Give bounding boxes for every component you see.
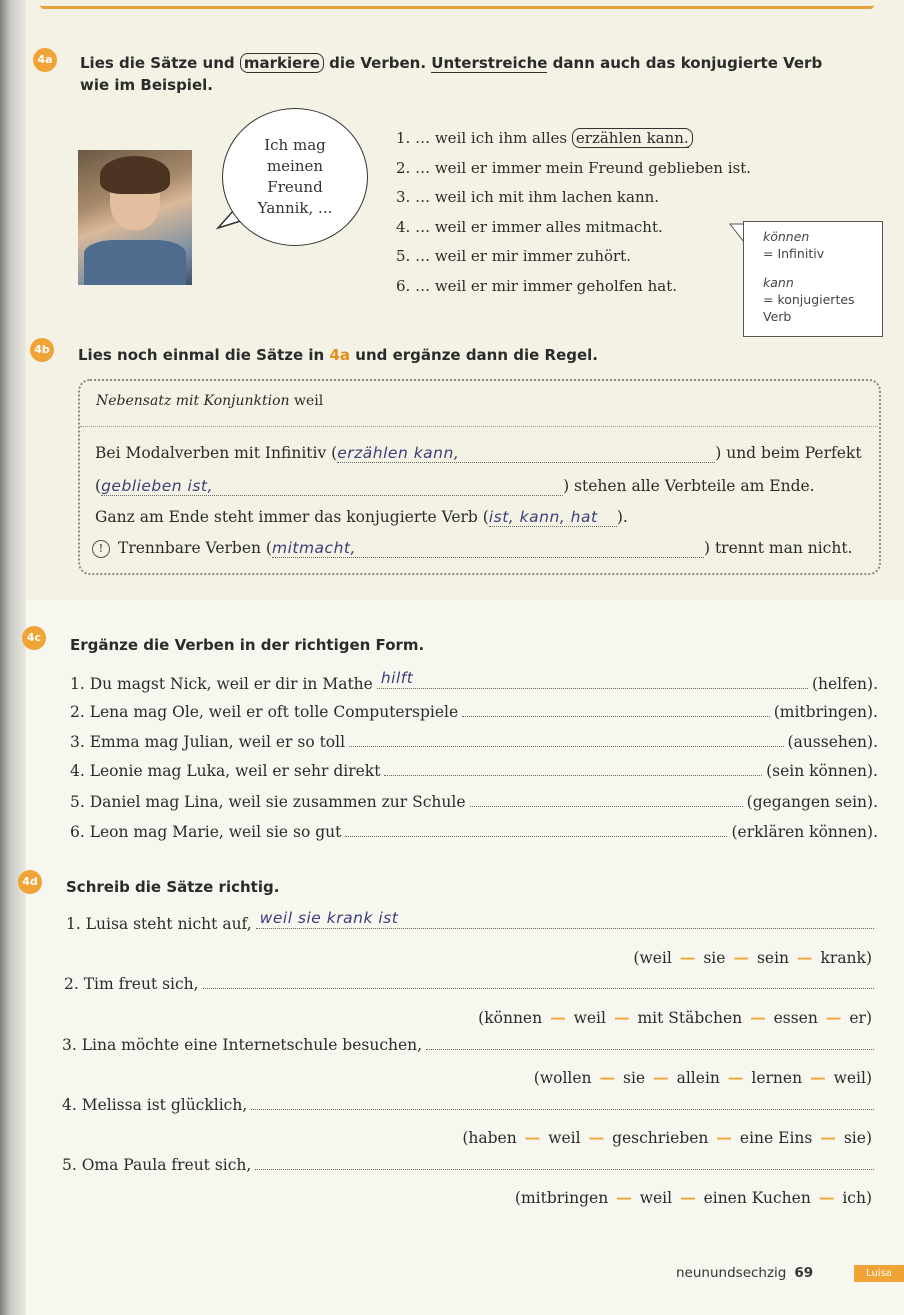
handwritten-answer: mitmacht,	[271, 539, 356, 557]
hint-word: mit Stäbchen	[637, 1009, 743, 1027]
rule-box-title-italic: Nebensatz mit Konjunktion	[96, 393, 290, 409]
hint-word: sein	[756, 949, 790, 967]
item-text: 6. Leon mag Marie, weil sie so gut	[70, 823, 342, 841]
verb-hint: (gegangen sein).	[746, 793, 878, 811]
exercise-4a-heading	[80, 52, 822, 96]
hint-word: weil	[639, 949, 672, 967]
item-text: 4. Melissa ist glücklich,	[62, 1096, 248, 1114]
book-spine	[0, 0, 26, 1315]
separator-dash: —	[825, 1008, 842, 1027]
reorder-item	[62, 1151, 874, 1174]
separator-dash: —	[680, 1188, 696, 1207]
answer-field[interactable]	[377, 670, 808, 689]
rule-text: ) stehen alle Verbteile am Ende.	[563, 477, 815, 495]
rule-line	[92, 539, 852, 558]
handwritten-answer: ist, kann, hat	[488, 508, 598, 526]
hint-word: eine Eins	[739, 1129, 813, 1147]
warning-icon: !	[92, 540, 110, 558]
answer-field[interactable]	[470, 788, 743, 807]
handwritten-answer: hilft	[380, 669, 414, 687]
hint-word: essen	[773, 1009, 818, 1027]
handwritten-answer: weil sie krank ist	[259, 909, 399, 927]
item-text: 5. Daniel mag Lina, weil sie zusammen zur Schule	[70, 793, 466, 811]
rule-box-title	[96, 393, 323, 409]
rule-text: ).	[616, 508, 628, 526]
rule-box-separator	[80, 426, 878, 427]
word-hint: (können — weil — mit Stäbchen — essen — er)	[478, 1008, 872, 1027]
fill-in-item	[70, 788, 878, 811]
word-hint: (haben — weil — geschrieben — eine Eins — sie)	[462, 1128, 872, 1147]
verb-hint: (helfen).	[811, 675, 878, 693]
handwritten-answer: geblieben ist,	[101, 477, 213, 495]
sentence-item: 5. … weil er mir immer zuhört.	[396, 247, 631, 265]
item-text: 2. Tim freut sich,	[64, 975, 199, 993]
rule-text: Bei Modalverben mit Infinitiv (	[95, 444, 338, 462]
sentence-text: 1. … weil ich ihm alles	[396, 129, 572, 147]
hint-word: einen Kuchen	[703, 1189, 811, 1207]
answer-field[interactable]	[255, 1151, 874, 1170]
separator-dash: —	[733, 948, 749, 967]
hint-word: sie	[703, 949, 726, 967]
word-hint: (weil — sie — sein — krank)	[633, 948, 872, 967]
fill-in-item	[70, 818, 878, 841]
reorder-item	[62, 1091, 874, 1114]
rule-answer-field[interactable]	[489, 508, 617, 527]
heading-text: wie im Beispiel.	[80, 76, 213, 94]
separator-dash: —	[820, 1128, 836, 1147]
heading-text: dann auch das konjugierte Verb	[552, 54, 823, 72]
top-accent-bar	[40, 0, 874, 9]
hint-word: können	[484, 1009, 543, 1027]
photo-jacket	[84, 240, 186, 285]
heading-exercise-reference: 4a	[329, 346, 351, 364]
answer-field[interactable]	[384, 757, 762, 776]
marked-verbs	[572, 128, 693, 148]
item-text: 1. Du magst Nick, weil er dir in Mathe	[70, 675, 373, 693]
item-text: 3. Lina möchte eine Internetschule besuchen,	[62, 1036, 423, 1054]
rule-text: (	[95, 477, 102, 495]
reorder-item	[64, 970, 874, 993]
rule-text: Ganz am Ende steht immer das konjugierte Verb (	[95, 508, 489, 526]
heading-text: und ergänze dann die Regel.	[355, 346, 599, 364]
separator-dash: —	[613, 1008, 630, 1027]
rule-line	[95, 477, 815, 496]
handwritten-answer: erzählen kann,	[337, 444, 460, 462]
separator-dash: —	[550, 1008, 566, 1027]
answer-field[interactable]	[426, 1031, 874, 1050]
separator-dash: —	[524, 1128, 541, 1147]
reorder-item	[66, 910, 874, 933]
exercise-number-badge: 4a	[33, 48, 57, 72]
word-hint: (mitbringen — weil — einen Kuchen — ich)	[514, 1188, 872, 1207]
sentence-item: 4. … weil er immer alles mitmacht.	[396, 217, 663, 236]
hint-word: geschrieben	[612, 1129, 709, 1147]
page-number: 69	[794, 1265, 814, 1281]
word-hint: (wollen — sie — allein — lernen — weil)	[533, 1068, 872, 1087]
rule-answer-field[interactable]	[101, 477, 563, 496]
separator-dash: —	[653, 1068, 669, 1087]
answer-field[interactable]	[462, 698, 770, 717]
rule-text: Trennbare Verben (	[118, 539, 272, 557]
separator-dash: —	[797, 948, 813, 967]
note-definition: = konjugiertes	[763, 292, 855, 307]
note-word: kann	[763, 275, 794, 290]
hint-word: krank	[820, 949, 866, 967]
separator-dash: —	[750, 1008, 766, 1027]
separator-dash: —	[616, 1188, 632, 1207]
fill-in-item	[70, 670, 878, 693]
rule-answer-field[interactable]	[337, 444, 715, 463]
page-footer	[676, 1265, 813, 1281]
rule-line	[95, 444, 862, 463]
verb-hint: (aussehen).	[787, 733, 878, 751]
verb-hint: (mitbringen).	[773, 703, 878, 721]
marked-verb-infinitive: erzählen	[575, 129, 642, 147]
answer-field[interactable]	[251, 1091, 874, 1110]
hint-word: allein	[676, 1069, 720, 1087]
rule-box-title-word: weil	[294, 393, 324, 409]
hint-word: weil	[639, 1189, 673, 1207]
fill-in-item	[70, 728, 878, 751]
example-sentences	[396, 124, 751, 301]
item-text: 4. Leonie mag Luka, weil er sehr direkt	[70, 762, 381, 780]
hint-word: sie	[623, 1069, 646, 1087]
hint-word: weil	[548, 1129, 581, 1147]
separator-dash: —	[599, 1068, 616, 1087]
rule-text: ) und beim Perfekt	[715, 444, 862, 462]
item-text: 3. Emma mag Julian, weil er so toll	[70, 733, 346, 751]
answer-field[interactable]	[345, 818, 727, 837]
separator-dash: —	[818, 1188, 835, 1207]
exercise-4c-heading: Ergänze die Verben in der richtigen Form.	[70, 636, 425, 654]
exercise-number-badge: 4d	[18, 870, 42, 894]
page-number-word: neunundsechzig	[676, 1265, 787, 1281]
rule-answer-field[interactable]	[272, 539, 704, 558]
chapter-tab: Luisa	[854, 1265, 904, 1282]
hint-word: wollen	[539, 1069, 592, 1087]
rule-line	[95, 508, 628, 527]
hint-word: lernen	[751, 1069, 803, 1087]
heading-underlined-word: Unterstreiche	[431, 54, 548, 72]
fill-in-item	[70, 757, 878, 780]
hint-word: weil	[833, 1069, 866, 1087]
speech-bubble-text: Ich mag meinen Freund Yannik, ...	[257, 136, 333, 217]
sentence-item	[396, 124, 751, 154]
answer-field[interactable]	[349, 728, 783, 747]
grammar-note	[743, 221, 883, 337]
underlined-conjugated-verb: kann.	[646, 129, 689, 147]
hint-word: haben	[468, 1129, 517, 1147]
exercise-4d-heading: Schreib die Sätze richtig.	[66, 878, 280, 896]
exercise-4b-heading	[78, 344, 598, 366]
hint-word: mitbringen	[520, 1189, 609, 1207]
item-text: 2. Lena mag Ole, weil er oft tolle Computerspiele	[70, 703, 459, 721]
heading-boxed-word: markiere	[240, 53, 324, 73]
sentence-item: 2. … weil er immer mein Freund geblieben ist.	[396, 158, 752, 177]
heading-text: Lies die Sätze und	[80, 54, 235, 72]
separator-dash: —	[810, 1068, 826, 1087]
photo-hair	[100, 156, 170, 194]
item-text: 5. Oma Paula freut sich,	[62, 1156, 252, 1174]
exercise-number-badge: 4c	[22, 626, 46, 650]
verb-hint: (erklären können).	[731, 823, 878, 841]
reorder-item	[62, 1031, 874, 1054]
hint-word: ich	[842, 1189, 866, 1207]
note-definition: = Infinitiv	[763, 246, 825, 261]
separator-dash: —	[727, 1068, 744, 1087]
speech-bubble	[222, 108, 368, 246]
separator-dash: —	[716, 1128, 732, 1147]
answer-field[interactable]	[203, 970, 874, 989]
note-word: können	[763, 229, 810, 244]
sentence-item: 6. … weil er mir immer geholfen hat.	[396, 276, 677, 295]
fill-in-item	[70, 698, 878, 721]
hint-word: weil	[573, 1009, 606, 1027]
answer-field[interactable]	[256, 910, 874, 929]
hint-word: er	[849, 1009, 866, 1027]
separator-dash: —	[679, 948, 696, 967]
heading-text: Lies noch einmal die Sätze in	[78, 346, 325, 364]
sentence-item: 3. … weil ich mit ihm lachen kann.	[396, 188, 660, 206]
verb-hint: (sein können).	[766, 762, 878, 780]
item-text: 1. Luisa steht nicht auf,	[66, 915, 252, 933]
boy-photo	[78, 150, 192, 285]
note-definition: Verb	[763, 309, 792, 324]
exercise-number-badge: 4b	[30, 338, 54, 362]
rule-text: ) trennt man nicht.	[703, 539, 853, 557]
separator-dash: —	[588, 1128, 605, 1147]
hint-word: sie	[843, 1129, 866, 1147]
heading-text: die Verben.	[329, 54, 427, 72]
